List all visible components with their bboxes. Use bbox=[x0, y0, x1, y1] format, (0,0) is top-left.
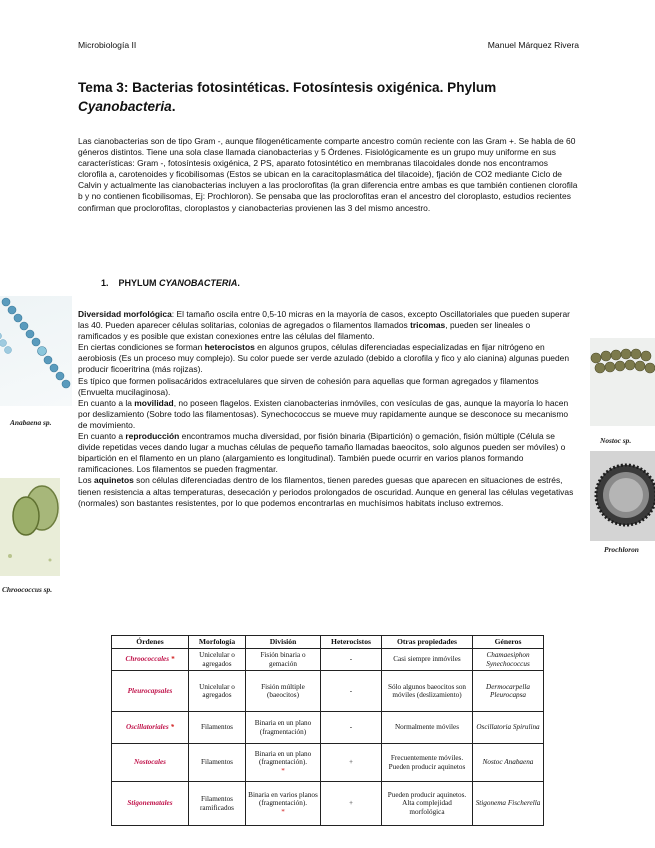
header-cell: División bbox=[246, 636, 321, 649]
caption-nostoc: Nostoc sp. bbox=[600, 436, 632, 445]
title-main: Tema 3: Bacterias fotosintéticas. Fotosíntesis oxigénica. Phylum bbox=[78, 80, 497, 95]
p4-text-b: , no poseen flagelos. Existen cianobacterias inmóviles, con vesículas de gas, aunque la mayoría lo hacen por deslizamiento (Sobre todo las filamentosas). Synechococcus se mueve muy rapidamente aunque se desconoce su mecanismo de movimiento. bbox=[78, 397, 569, 430]
body-text bbox=[78, 309, 574, 509]
header-author: Manuel Márquez Rivera bbox=[487, 40, 579, 50]
other-cell: Pueden producir aquinetos. Alta complejidad morfológica bbox=[382, 782, 473, 826]
division-star: * bbox=[281, 807, 285, 816]
division-cell: Fisión múltiple (baeocitos) bbox=[246, 671, 321, 712]
anabaena-photo bbox=[0, 296, 72, 406]
other-cell: Sólo algunos baeocitos son móviles (deslizamiento) bbox=[382, 671, 473, 712]
division-star: * bbox=[281, 766, 285, 775]
term-aquinetos: aquinetos bbox=[93, 475, 134, 486]
division-cell bbox=[246, 782, 321, 826]
term-reproduccion: reproducción bbox=[125, 431, 180, 442]
order-cell bbox=[112, 744, 189, 782]
p2-text-b: en algunos grupos, células diferenciadas especializadas en fijar nitrógeno en aerobiosis (Es un proceso muy complejo). Su color puede ser verde azulado (debido a clorofila y fico y alo cianina) algunas pueden producir ficoeritrina (más rojizas). bbox=[78, 342, 570, 375]
section-end: . bbox=[237, 278, 240, 288]
order-name: Pleurocapsales bbox=[127, 686, 173, 695]
morphology-cell: Filamentos bbox=[189, 712, 246, 744]
section-italic: CYANOBACTERIA bbox=[159, 278, 238, 288]
p4-text-a: En cuanto a la bbox=[78, 397, 135, 408]
chroococcus-illustration bbox=[0, 478, 60, 576]
section-heading bbox=[101, 278, 240, 288]
intro-paragraph: Las cianobacterias son de tipo Gram -, aunque filogenéticamente comparte ancestro común reciente con las Gram +. Se habla de 60 géneros distintos. Tiene una sola clase llamada cianobacterias y 5 Órdenes. Fisiológicamente es un grupo muy uniforme en sus características: Gram -, fotosíntesis oxigénica, 2 PS, aparato fotosintético en membranas tilacoidales donde nos encontramos clorofila a, carotenoides y ficobilisomas (Estos se ubican en la caracitoplasmática del tilacoide), fjación de CO2 mediante Ciclo de Calvin y actualmente las cianobacterias incluyen a las proclorofitas (la gran diferencia entre ambas es que también contienen clorofila b y no contienen ficobilisomas, Ej: Prochloron). Se pensaba que las proclorofitas eran el ancestro del cloroplasto, estudios recientes confirman que proclorofitas, cloroplastos y cianobacterias provienen las 3 del mismo ancestro. bbox=[78, 136, 578, 213]
p5-text-a: En cuanto a bbox=[78, 431, 126, 442]
order-cell bbox=[112, 712, 189, 744]
division-text: Binaria en varios planos (fragmentación). bbox=[248, 790, 318, 808]
division-text: Binaria en un plano (fragmentación). bbox=[254, 749, 312, 767]
order-name: Nostocales bbox=[134, 758, 166, 767]
genera-cell: Chamaesiphon Synechococcus bbox=[473, 649, 544, 671]
paragraph-polysaccharides: Es típico que formen polisacáridos extracelulares que sirven de cohesión para aquellas que forman agregados y filamentos (Envuelta mucilaginosa). bbox=[78, 375, 539, 397]
paragraph-reproduction bbox=[78, 431, 574, 475]
heterocysts-cell: + bbox=[321, 744, 382, 782]
caption-chroococcus: Chroococcus sp. bbox=[2, 585, 53, 594]
heterocysts-cell: - bbox=[321, 671, 382, 712]
table-header-row bbox=[112, 636, 544, 649]
p6-text-a: Los bbox=[78, 475, 94, 486]
paragraph-motility bbox=[78, 398, 574, 431]
term-tricomas: tricomas bbox=[410, 320, 446, 331]
heterocysts-cell: + bbox=[321, 782, 382, 826]
p1-text-a: : El tamaño oscila entre 0,5-10 micras en la mayoría de casos, excepto Oscillatoriales que pueden superar las 40. Pueden aparecer células solitarias, colonias de agregados o filamentos llamados bbox=[78, 309, 570, 331]
genera-cell: Nostoc Anabaena bbox=[473, 744, 544, 782]
order-cell bbox=[112, 671, 189, 712]
heterocysts-cell: - bbox=[321, 649, 382, 671]
paragraph-heterocysts bbox=[78, 342, 574, 375]
section-label: PHYLUM bbox=[118, 278, 157, 288]
morphology-cell: Unicelular o agregados bbox=[189, 649, 246, 671]
order-cell bbox=[112, 782, 189, 826]
genera-cell: Dermocarpella Pleurocapsa bbox=[473, 671, 544, 712]
orders-table bbox=[111, 635, 544, 826]
term-movilidad: movilidad bbox=[134, 397, 174, 408]
title-italic: Cyanobacteria bbox=[78, 99, 172, 114]
nostoc-illustration bbox=[590, 338, 655, 426]
table-row bbox=[112, 744, 544, 782]
section-number: 1. bbox=[101, 278, 109, 288]
p2-text-a: En ciertas condiciones se forman bbox=[78, 342, 205, 353]
p5-text-b: encontramos mucha diversidad, por fisión binaria (Bipartición) o gemación, fisión múltiple (Célula se divide repetidas veces dando lugar a muchas células de pequeño tamaño llamadas baeocitos, solo algunos pueden ser móviles) o bipartición en el filamento en un plano (alargamiento es longitudinal). También puede ocurrir en varios planos formando ramificaciones. Los filamentos se pueden fragmentar. bbox=[78, 431, 566, 475]
heterocysts-cell: - bbox=[321, 712, 382, 744]
morphology-cell: Filamentos ramificados bbox=[189, 782, 246, 826]
title-end: . bbox=[171, 99, 176, 114]
other-cell: Normalmente móviles bbox=[382, 712, 473, 744]
header-cell: Géneros bbox=[473, 636, 544, 649]
table-row bbox=[112, 649, 544, 671]
header-subject: Microbiología II bbox=[78, 40, 137, 50]
order-star: * bbox=[170, 655, 175, 664]
prochloron-illustration bbox=[590, 451, 655, 541]
term-heterocistos: heterocistos bbox=[204, 342, 255, 353]
caption-anabaena: Anabaena sp. bbox=[10, 418, 52, 427]
anabaena-illustration bbox=[0, 296, 72, 406]
other-cell: Casi siempre inmóviles bbox=[382, 649, 473, 671]
nostoc-photo bbox=[590, 338, 655, 426]
caption-prochloron: Prochloron bbox=[604, 545, 639, 554]
page-title bbox=[78, 78, 578, 116]
header-cell: Otras propiedades bbox=[382, 636, 473, 649]
paragraph-morphology bbox=[78, 309, 574, 342]
header-cell: Heterocistos bbox=[321, 636, 382, 649]
morphology-cell: Unicelular o agregados bbox=[189, 671, 246, 712]
division-cell bbox=[246, 744, 321, 782]
order-name: Oscillatoriales bbox=[125, 723, 169, 732]
order-name: Stigonematales bbox=[127, 799, 173, 808]
genera-cell: Stigonema Fischerella bbox=[473, 782, 544, 826]
genera-cell: Oscillatoria Spirulina bbox=[473, 712, 544, 744]
term-morphology: Diversidad morfológica bbox=[78, 309, 172, 319]
order-star: * bbox=[170, 723, 175, 732]
table-row bbox=[112, 782, 544, 826]
header-cell: Morfología bbox=[189, 636, 246, 649]
p6-text-b: son células diferenciadas dentro de los filamentos, tienen paredes guesas que aparecen en situaciones de estrés, tienen resistencia a altas temperaturas, desecación y periodos prolongados de oscuridad. Aunque en general las células vegetativas (normales) son bastantes resistentes, por lo que podemos encontrarlas en muchísimos habitats incluso extremos. bbox=[78, 475, 574, 508]
morphology-cell: Filamentos bbox=[189, 744, 246, 782]
prochloron-photo bbox=[590, 451, 655, 541]
table-row bbox=[112, 671, 544, 712]
division-cell: Fisión binaria o gemación bbox=[246, 649, 321, 671]
paragraph-akinetes bbox=[78, 475, 574, 508]
table-row bbox=[112, 712, 544, 744]
other-cell: Frecuentemente móviles. Pueden producir aquinetos bbox=[382, 744, 473, 782]
chroococcus-photo bbox=[0, 478, 60, 576]
order-name: Chroococcales bbox=[125, 655, 170, 664]
order-cell bbox=[112, 649, 189, 671]
division-cell: Binaria en un plano (fragmentación) bbox=[246, 712, 321, 744]
p1-text-b: , pueden ser lineales o ramificados y es posible que existan conexiones entre las células del filamento. bbox=[78, 320, 531, 342]
header-cell: Órdenes bbox=[112, 636, 189, 649]
